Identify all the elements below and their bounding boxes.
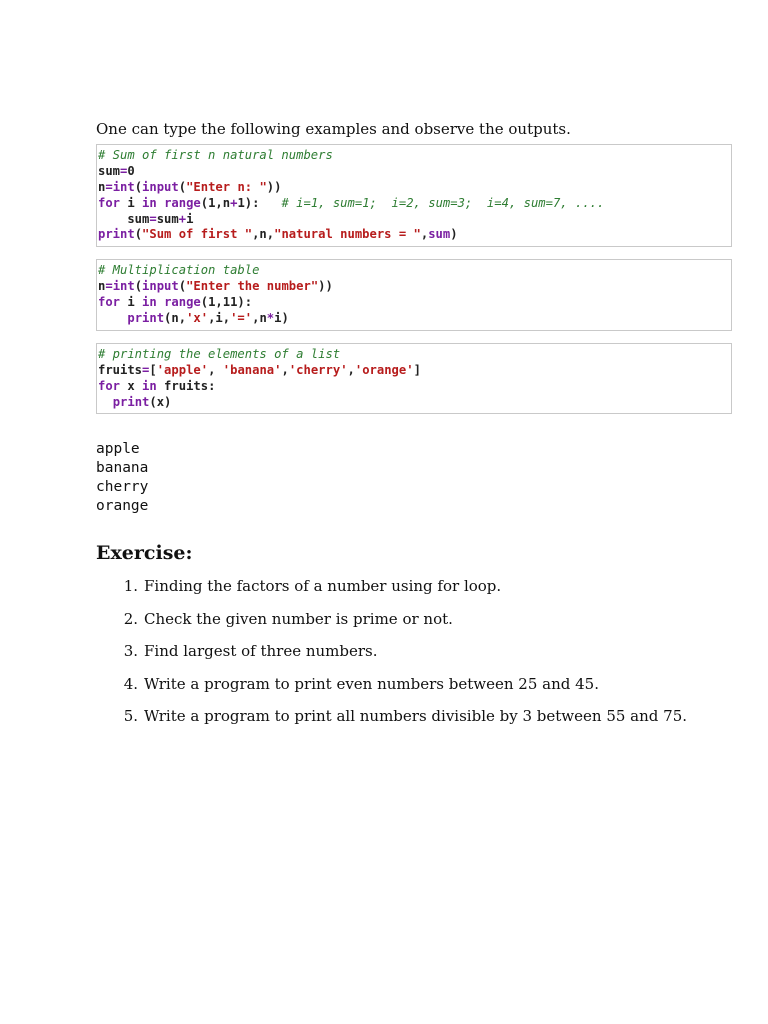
exercise-list	[96, 575, 732, 727]
code-token: )	[450, 227, 458, 242]
code-line	[98, 395, 731, 411]
exercise-number: 1.	[123, 577, 138, 596]
code-line	[98, 347, 731, 363]
code-token: in	[142, 295, 157, 310]
exercise-heading: Exercise:	[96, 542, 193, 565]
code-token: (	[134, 279, 143, 294]
exercise-text: Check the given number is prime or not.	[144, 609, 453, 628]
code-token: sum	[98, 163, 121, 178]
code-line	[98, 148, 731, 164]
code-token: int	[112, 279, 135, 294]
code-token: ,	[420, 227, 429, 242]
code-token: =	[120, 163, 128, 178]
code-token: for	[98, 295, 121, 310]
exercise-number: 2.	[123, 609, 138, 628]
code-token: (1,n	[200, 195, 231, 210]
code-token	[157, 295, 164, 309]
code-token: i	[120, 195, 143, 210]
code-token: 0	[127, 163, 135, 178]
code-token: ,	[281, 362, 289, 377]
code-token: "Enter n: "	[186, 179, 267, 194]
code-token: input	[142, 179, 179, 194]
code-token: i	[120, 295, 143, 310]
code-line	[98, 196, 731, 212]
exercise-item	[96, 640, 732, 662]
code-token: (x)	[149, 394, 172, 409]
code-line	[98, 279, 731, 295]
exercise-item	[96, 705, 732, 727]
code-line	[98, 379, 731, 395]
code-token: print	[112, 394, 150, 409]
exercise-item	[96, 575, 732, 597]
code-token: ,i,	[208, 311, 231, 326]
code-token: (n,	[164, 311, 187, 326]
code-token: input	[142, 279, 179, 294]
code-token: x	[120, 378, 143, 393]
code-token: (1,11):	[200, 295, 253, 310]
exercise-item	[96, 608, 732, 630]
exercise-text: Find largest of three numbers.	[144, 642, 378, 661]
exercise-text: Write a program to print all numbers divisible by 3 between 55 and 75.	[144, 707, 688, 726]
code-token: (	[134, 179, 143, 194]
code-token: sum	[428, 227, 451, 242]
code-token: n	[98, 279, 106, 294]
exercise-item	[96, 673, 732, 695]
code-token: (	[178, 179, 187, 194]
code-line	[98, 263, 731, 279]
code-token: # i=1, sum=1; i=2, sum=3; i=4, sum=7, ....	[281, 195, 605, 210]
code-token: (	[178, 279, 187, 294]
code-token: ))	[266, 179, 282, 194]
code-token: [	[149, 362, 157, 377]
code-token: *	[266, 311, 275, 326]
code-token: "Sum of first "	[142, 227, 253, 242]
code-token: range	[164, 295, 201, 310]
code-block-multiplication	[96, 259, 732, 331]
exercise-text: Finding the factors of a number using for loop.	[144, 577, 502, 596]
code-token: ))	[318, 279, 333, 294]
code-token: i	[186, 211, 194, 226]
code-token: n	[98, 179, 106, 194]
code-token: ,n,	[252, 227, 275, 242]
code-line	[98, 212, 731, 228]
code-token: int	[112, 179, 135, 194]
code-token: for	[98, 195, 121, 210]
output-line: banana	[96, 460, 149, 477]
code-block-sum	[96, 144, 732, 247]
code-line	[98, 311, 731, 327]
exercise-number: 5.	[123, 707, 138, 726]
code-token: print	[127, 311, 165, 326]
code-token: =	[105, 179, 113, 194]
code-token	[98, 395, 113, 409]
document-page	[96, 118, 732, 738]
code-token: 'x'	[186, 311, 209, 326]
code-token: sum	[98, 211, 150, 226]
code-token: range	[164, 195, 201, 210]
code-token: ]	[413, 362, 421, 377]
code-token: in	[142, 378, 157, 393]
code-token: sum	[156, 211, 179, 226]
code-token: for	[98, 378, 121, 393]
code-line	[98, 164, 731, 180]
code-token: =	[105, 279, 113, 294]
code-token: "natural numbers = "	[274, 227, 421, 242]
code-token: ,n	[252, 311, 267, 326]
code-token: +	[178, 211, 187, 226]
code-line	[98, 227, 731, 243]
exercise-number: 4.	[123, 674, 138, 693]
code-token: i)	[274, 311, 289, 326]
code-block-list	[96, 343, 732, 415]
code-token: fruits:	[156, 378, 216, 393]
exercise-number: 3.	[123, 642, 138, 661]
code-token: "Enter the number"	[186, 279, 319, 294]
code-examples	[96, 144, 732, 414]
code-token	[98, 311, 127, 325]
code-line	[98, 363, 731, 379]
code-line	[98, 180, 731, 196]
code-line	[98, 295, 731, 311]
code-token: '='	[230, 311, 253, 326]
code-token: 1):	[237, 195, 282, 210]
code-token: 'banana'	[222, 362, 282, 377]
code-token: in	[142, 195, 157, 210]
code-token: =	[142, 362, 150, 377]
code-token: # printing the elements of a list	[98, 346, 341, 361]
code-token: ,	[208, 362, 223, 377]
code-token: print	[98, 227, 135, 242]
output-line: orange	[96, 497, 149, 514]
output-line: cherry	[96, 478, 149, 495]
intro-paragraph: One can type the following examples and observe the outputs.	[96, 120, 571, 138]
code-token: +	[230, 195, 238, 210]
program-output	[96, 440, 732, 515]
code-token: (	[134, 227, 143, 242]
code-token: ,	[347, 362, 355, 377]
code-token	[157, 196, 164, 210]
code-token: # Sum of first n natural numbers	[98, 148, 333, 162]
code-token: 'cherry'	[288, 362, 348, 377]
exercise-text: Write a program to print even numbers between 25 and 45.	[144, 674, 599, 693]
output-line: apple	[96, 441, 140, 458]
code-token: 'orange'	[354, 362, 414, 377]
code-token: # Multiplication table	[98, 263, 260, 278]
code-token: =	[149, 211, 157, 226]
code-token: fruits	[98, 362, 143, 377]
code-token: 'apple'	[156, 362, 209, 377]
